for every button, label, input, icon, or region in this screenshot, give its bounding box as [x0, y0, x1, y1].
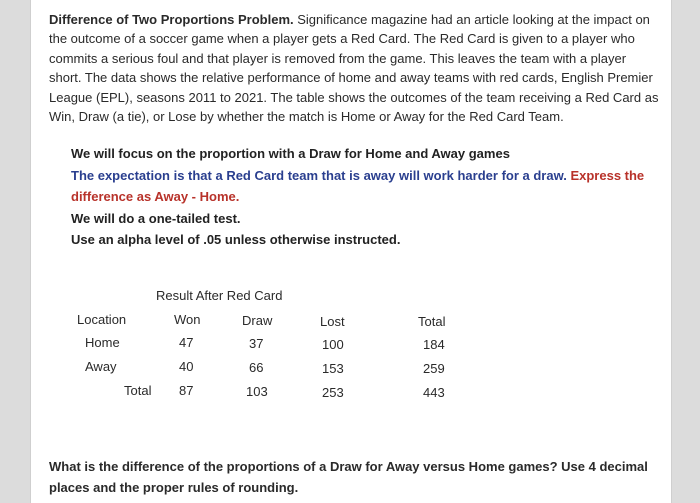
- problem-title: Difference of Two Proportions Problem.: [49, 12, 294, 27]
- row-total-draw: 103: [246, 384, 268, 399]
- row-total-label: Total: [124, 383, 152, 398]
- row-home-total: 184: [423, 337, 445, 352]
- row-home-label: Home: [85, 335, 120, 350]
- row-away-lost: 153: [322, 361, 344, 376]
- test-line: We will do a one-tailed test.: [71, 210, 241, 226]
- header-draw: Draw: [242, 313, 273, 328]
- focus-line: We will focus on the proportion with a Draw for Home and Away games: [71, 146, 510, 161]
- table-super-header: Result After Red Card: [156, 288, 283, 303]
- expectation-text: The expectation is that a Red Card team that is away will work harder for a draw.: [71, 167, 567, 183]
- question-text: What is the difference of the proportions of a Draw for Away versus Home games? Use 4 decimal places and the proper rules of rounding.: [49, 459, 648, 495]
- row-home-draw: 37: [249, 336, 264, 351]
- problem-body: Significance magazine had an article looking at the impact on the outcome of a soccer game when a player gets a Red Card. The Red Card is given to a player who commits a serious foul and that player is removed from the game. This leaves the team with a player short. The data shows the relative performance of home and away teams with red cards, English Premier League (EPL), seasons 2011 to 2021. The table shows the outcomes of the team receiving a Red Card as Win, Draw (a tie), or Lose by whether the match is Home or Away for the Red Card Team.: [49, 12, 659, 125]
- header-location: Location: [77, 312, 127, 327]
- row-home-won: 47: [179, 335, 194, 350]
- express-text: Express the difference as Away - Home.: [71, 167, 645, 204]
- row-total-total: 443: [423, 385, 445, 400]
- row-away-draw: 66: [249, 360, 264, 375]
- problem-card: [30, 0, 672, 503]
- row-away-total: 259: [423, 361, 445, 376]
- header-total: Total: [418, 314, 446, 329]
- row-away-won: 40: [179, 359, 194, 374]
- row-away-label: Away: [85, 359, 117, 374]
- row-total-won: 87: [179, 383, 194, 398]
- row-total-lost: 253: [322, 385, 344, 400]
- contingency-table: [31, 0, 671, 420]
- row-home-lost: 100: [322, 337, 344, 352]
- header-won: Won: [174, 312, 201, 327]
- alpha-line: Use an alpha level of .05 unless otherwise instructed.: [71, 232, 401, 247]
- header-lost: Lost: [320, 314, 345, 329]
